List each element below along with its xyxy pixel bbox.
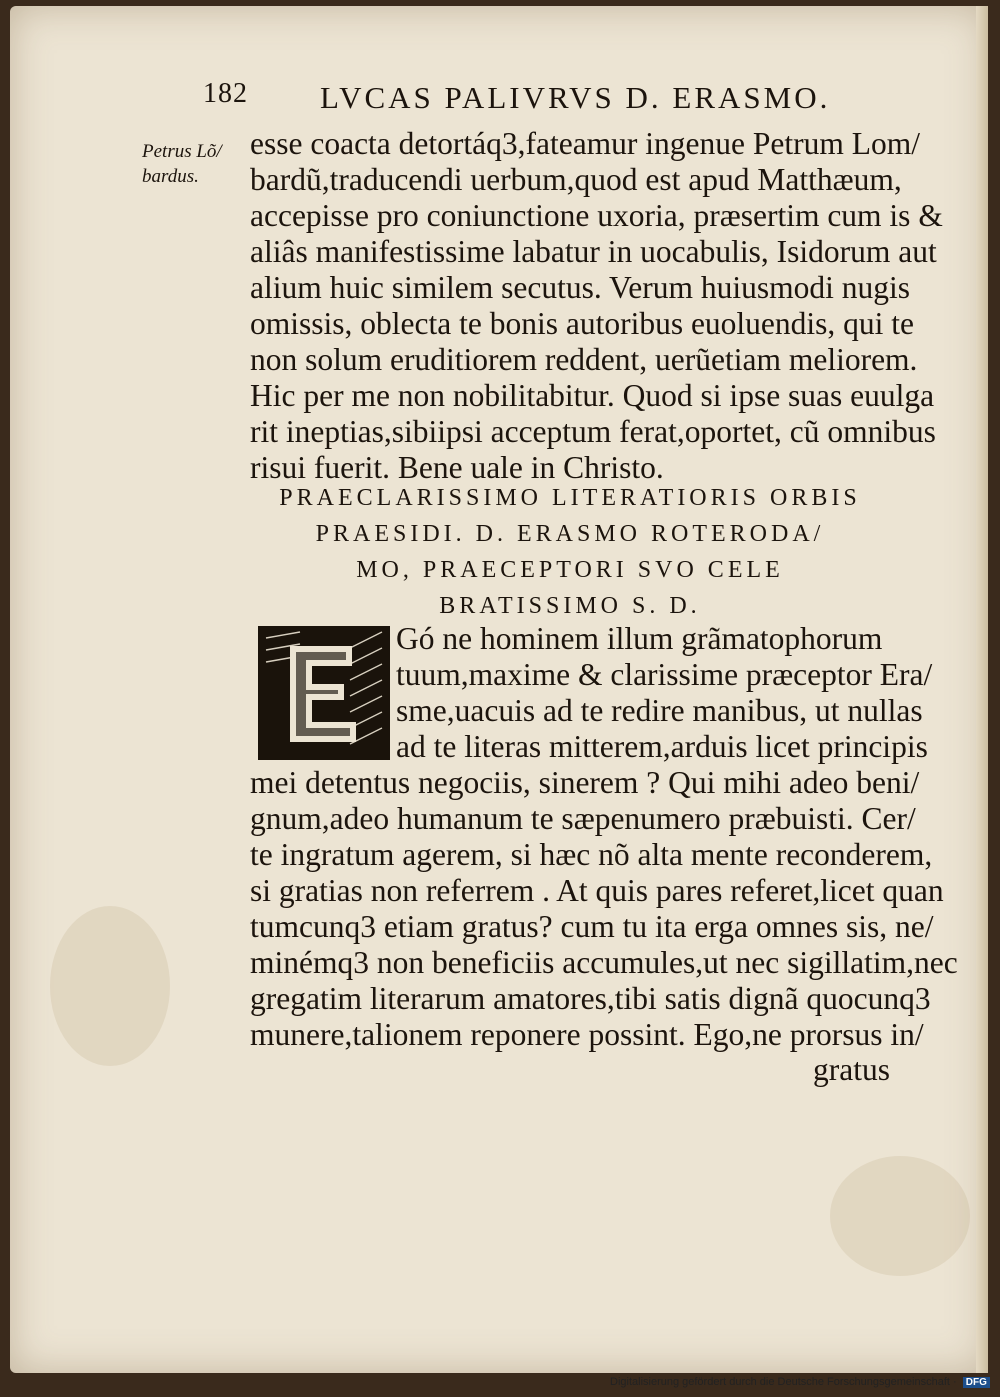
margin-note-line: bardus. — [142, 166, 199, 187]
running-head: LVCAS PALIVRVS D. ERASMO. — [320, 80, 831, 115]
credit-text: Digitalisierung gefördert durch die Deutsche Forschungsgemeinschaft · — [610, 1376, 957, 1388]
folio-number: 182 — [203, 78, 248, 109]
paper-stain — [830, 1156, 970, 1276]
letter-heading-line: PRAESIDI. D. ERASMO ROTERODA/ — [315, 521, 825, 547]
body-line: tumcunq3 etiam gratus? cum tu ita erga omnes sis, ne/ — [250, 909, 934, 944]
body-line: tuum,maxime & clarissime præceptor Era/ — [396, 657, 933, 692]
body-line: munere,talionem reponere possint. Ego,ne prorsus in/ — [250, 1017, 924, 1052]
body-line: mei detentus negociis, sinerem ? Qui mihi adeo beni/ — [250, 765, 920, 800]
body-line: ad te literas mitterem,arduis licet principis — [396, 729, 928, 764]
body-line: aliâs manifestissime labatur in uocabulis, Isidorum aut — [250, 234, 937, 269]
catchword: gratus — [813, 1052, 890, 1087]
body-line: non solum eruditiorem reddent, uerũetiam meliorem. — [250, 342, 918, 377]
body-line: si gratias non referrem . At quis pares referet,licet quan — [250, 873, 944, 908]
body-line: Gó ne hominem illum grãmatophorum — [396, 621, 883, 656]
body-line: te ingratum agerem, si hæc nõ alta mente reconderem, — [250, 837, 933, 872]
margin-note-line: Petrus Lõ/ — [142, 141, 222, 162]
letter-heading-line: PRAECLARISSIMO LITERATIORIS ORBIS — [279, 485, 861, 511]
body-line: bardũ,traducendi uerbum,quod est apud Matthæum, — [250, 162, 902, 197]
body-line: sme,uacuis ad te redire manibus, ut nullas — [396, 693, 923, 728]
body-line: minémq3 non beneficiis accumules,ut nec sigillatim,nec — [250, 945, 958, 980]
body-line: alium huic similem secutus. Verum huiusmodi nugis — [250, 270, 911, 305]
decorated-initial-icon — [258, 626, 390, 760]
paper-stain — [50, 906, 170, 1066]
letter-heading-line: MO, PRAECEPTORI SVO CELE — [356, 557, 784, 583]
body-line: omissis, oblecta te bonis autoribus euoluendis, qui te — [250, 306, 915, 341]
body-line: rit ineptias,sibiipsi acceptum ferat,oportet, cũ omnibus — [250, 414, 936, 449]
digitization-credit — [610, 1376, 990, 1388]
body-line: accepisse pro coniunctione uxoria, præsertim cum is & — [250, 198, 943, 233]
body-line: Hic per me non nobilitabitur. Quod si ipse suas euulga — [250, 378, 935, 413]
letter-heading-line: BRATISSIMO S. D. — [439, 593, 701, 619]
body-line: gnum,adeo humanum te sæpenumero præbuisti. Cer/ — [250, 801, 916, 836]
dfg-logo-icon: DFG — [963, 1377, 990, 1388]
body-line: gregatim literarum amatores,tibi satis dignã quocunq3 — [250, 981, 931, 1016]
page-edge — [976, 6, 988, 1373]
body-line: risui fuerit. Bene uale in Christo. — [250, 450, 664, 485]
body-line: esse coacta detortáq3,fateamur ingenue Petrum Lom/ — [250, 126, 920, 161]
